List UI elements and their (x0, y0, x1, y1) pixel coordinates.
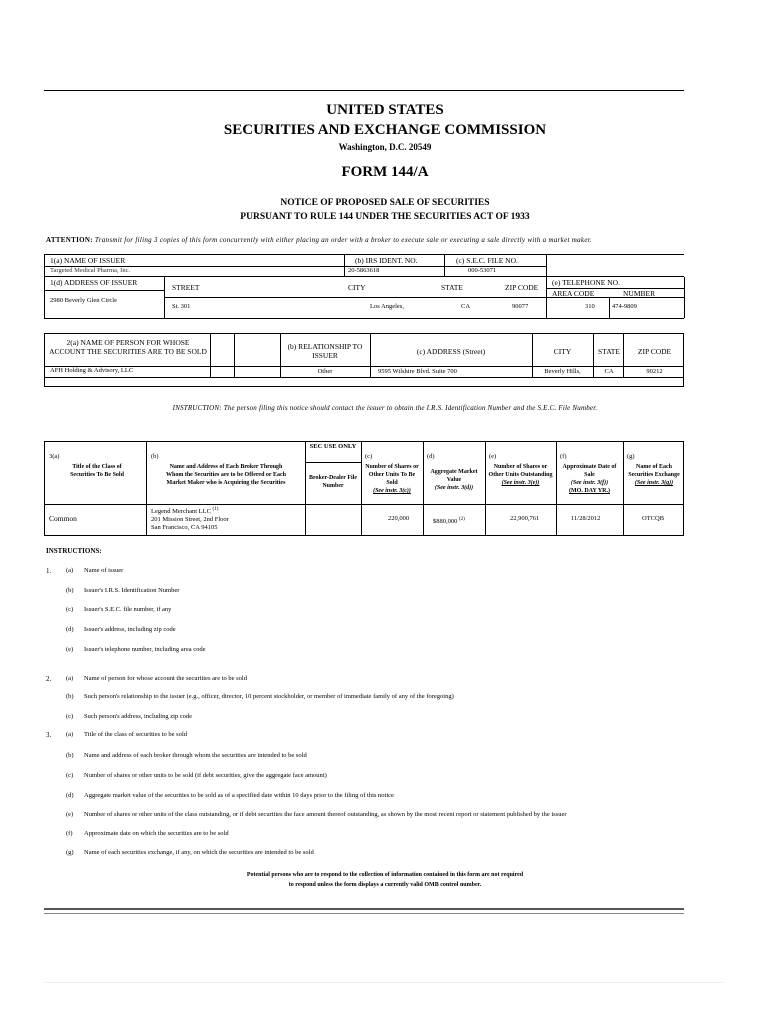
issuer-name-label: 1(a) NAME OF ISSUER (50, 256, 126, 265)
col-c-instr: (See instr. 3(c)) (373, 488, 411, 495)
col-b-header: Name and Address of Each Broker Through Whom the Securities are to be Offered or Each Market Maker who is Acquiring the Securities (166, 464, 286, 487)
address-row-rule (164, 297, 684, 298)
state-value: CA (461, 303, 471, 310)
street-divider (164, 276, 165, 318)
instruction-text: Number of shares or other units of the class outstanding, or if debt securities the face amount thereof outstanding, as shown by the most recent report or statement published by the issuer (84, 811, 567, 818)
instruction-number: 2. (46, 675, 52, 683)
area-code-value: 310 (585, 303, 595, 310)
col-d-tag: (d) (427, 453, 435, 460)
city-value: Los Angeles, (370, 303, 404, 310)
instruction-text: Issuer's I.R.S. Identification Number (84, 587, 180, 594)
instruction-letter: (b) (66, 587, 74, 594)
col-bd-header: Broker-Dealer File Number (308, 475, 358, 490)
seller-zip-value: 90212 (646, 368, 663, 375)
sec-file-label: (c) S.E.C. FILE NO. (456, 256, 518, 265)
col-c-tag: (c) (365, 453, 373, 460)
col-g-header (625, 463, 683, 487)
agency-location: Washington, D.C. 20549 (338, 142, 432, 152)
col-divider (146, 441, 147, 536)
instruction-text: Approximate date on which the securities are to be sold (84, 830, 229, 837)
instruction-letter: (c) (66, 606, 74, 613)
col-f-header (558, 463, 621, 495)
instructions-heading: INSTRUCTIONS: (46, 547, 102, 555)
seller-address-value: 9595 Wilshire Blvd. Suite 700 (378, 368, 457, 375)
issuer-address-label: 1(d) ADDRESS OF ISSUER (50, 278, 138, 287)
col-g-title: Name of Each Securities Exchange (628, 464, 680, 479)
shares-value: 220,000 (388, 515, 410, 522)
footer-line-2: to respond unless the form displays a currently valid OMB control number. (288, 882, 482, 888)
area-code-label: AREA CODE (552, 289, 595, 298)
instruction-line: INSTRUCTION: The person filing this notice should contact the issuer to obtain the I.R.S. Identification Number and the S.E.C. File Number. (172, 404, 598, 412)
market-value: $880,000 (433, 518, 458, 526)
section2-divider (370, 333, 371, 377)
broker-footnote: (1) (212, 507, 219, 512)
broker-street: 201 Mission Street, 2nd Floor (151, 516, 229, 524)
phone-number-value: 474-9809 (612, 303, 637, 310)
instruction-text: Name of issuer (84, 567, 124, 574)
sale-date-value: 11/28/2012 (571, 515, 601, 522)
section1-top-rule (44, 254, 684, 255)
city-label: CITY (348, 283, 366, 292)
instruction-text: Issuer's address, including zip code (84, 626, 176, 633)
relationship-value: Other (317, 368, 333, 375)
agency-line-2: SECURITIES AND EXCHANGE COMMISSION (223, 122, 547, 138)
section1-left-border (44, 254, 45, 318)
instruction-text: Name and address of each broker through whom the securities are intended to be sold (84, 752, 307, 759)
section2-divider (234, 333, 235, 377)
col-f-instr: (See instr. 3(f)) (570, 480, 609, 487)
number-label: NUMBER (623, 289, 656, 298)
instruction-letter: (g) (66, 849, 74, 856)
col-e-tag: (e) (489, 453, 497, 460)
footer-line-1: Potential persons who are to respond to the collection of information contained in this form are not required (246, 872, 524, 878)
zip-value: 90077 (512, 303, 529, 310)
area-divider (609, 297, 610, 318)
instruction-text: Title of the class of securities to be sold (84, 731, 188, 738)
instruction-text: Such person's relationship to the issuer (e.g., officer, director, 10 percent stockholder, or member of immediate family of any of the foregoing) (84, 693, 454, 700)
seller-state-value: CA (604, 368, 614, 375)
seller-state-label: STATE (598, 347, 620, 356)
section2-divider (280, 333, 281, 377)
broker-city: San Francisco, CA 94105 (151, 524, 218, 532)
col-e-instr: (See instr. 3(e)) (501, 480, 540, 487)
section2-row-rule (44, 366, 684, 367)
street-value: 2980 Beverly Glen Circle (50, 297, 117, 304)
bottom-rule (44, 908, 684, 910)
notice-line-2: PURSUANT TO RULE 144 UNDER THE SECURITIES ACT OF 1933 (240, 212, 530, 222)
sec-use-rule (305, 462, 361, 463)
section1-divider (344, 254, 345, 276)
col-d-title: Aggregate Market Value (430, 469, 478, 484)
instruction-letter: (a) (66, 567, 74, 574)
col-d-instr: (See instr. 3(d)) (434, 485, 474, 492)
col-e-header (487, 463, 554, 487)
col-divider (485, 441, 486, 536)
instruction-text: Such person's address, including zip code (84, 713, 193, 720)
form-title: FORM 144/A (341, 164, 429, 180)
instruction-letter: (e) (66, 646, 74, 653)
col-divider (556, 441, 557, 536)
col-divider (361, 441, 362, 536)
relationship-label: (b) RELATIONSHIP TO ISSUER (287, 342, 363, 360)
market-value-cell (433, 517, 465, 526)
section2-row-rule (44, 377, 684, 378)
street-label: STREET (172, 283, 200, 292)
section1-bottom-rule (44, 318, 684, 319)
col-divider (623, 441, 624, 536)
section2-divider (210, 333, 211, 377)
col-a-tag: 3(a) (49, 453, 60, 460)
instruction-number: 3. (46, 731, 52, 739)
seller-name-label: 2(a) NAME OF PERSON FOR WHOSE ACCOUNT THE SECURITIES ARE TO BE SOLD (49, 338, 207, 356)
sec-use-only-label: SEC USE ONLY (309, 443, 357, 450)
instruction-letter: (c) (66, 713, 74, 720)
page-end-rule (44, 982, 724, 983)
instruction-letter: (b) (66, 693, 74, 700)
state-label: STATE (441, 283, 463, 292)
instruction-text: Name of person for whose account the securities are to be sold (84, 675, 247, 682)
attention-note (46, 236, 706, 244)
exchange-value: OTCQB (642, 515, 665, 522)
suite-value: St. 301 (172, 303, 191, 310)
irs-value: 20-5863618 (348, 267, 380, 274)
instruction-letter: (d) (66, 626, 74, 633)
seller-address-label: (c) ADDRESS (Street) (416, 347, 486, 356)
col-g-tag: (g) (627, 453, 635, 460)
instruction-text: Issuer's S.E.C. file number, if any (84, 606, 172, 613)
securities-header-rule (44, 504, 684, 505)
section1-row-rule (44, 276, 684, 277)
col-g-instr: (See instr. 3(g)) (634, 480, 674, 487)
instruction-letter: (d) (66, 792, 74, 799)
section2-divider (593, 333, 594, 377)
phone-label: (e) TELEPHONE NO. (552, 278, 620, 287)
section2-divider (532, 333, 533, 377)
bottom-rule-thin (44, 913, 684, 914)
instruction-letter: (c) (66, 772, 74, 779)
col-f-instr2: (MO. DAY YR.) (569, 488, 610, 495)
section1-divider (546, 254, 547, 276)
instruction-letter: (e) (66, 811, 74, 818)
instruction-text: Aggregate market value of the securities to be sold as of a specified date within 10 days prior to the filing of this notice (84, 792, 394, 799)
irs-label: (b) IRS IDENT. NO. (355, 256, 418, 265)
col-a-header: Title of the Class of Securities To Be Sold (70, 464, 124, 479)
seller-name-value: AFH Holding & Advisory, LLC (50, 367, 134, 374)
broker-cell (151, 507, 229, 533)
address-sub-rule (44, 290, 164, 291)
instruction-letter: (f) (66, 830, 73, 837)
instruction-letter: (a) (66, 731, 74, 738)
attention-text: Transmit for filing 3 copies of this form concurrently with either placing an order with a broker to execute sale or executing a sale directly with a market maker. (94, 236, 593, 244)
instruction-letter: (a) (66, 675, 74, 682)
instruction-letter: (b) (66, 752, 74, 759)
instruction-text: Number of shares or other units to be sold (if debt securities, give the aggregate face amount) (84, 772, 327, 779)
instruction-number: 1. (46, 567, 52, 575)
notice-line-1: NOTICE OF PROPOSED SALE OF SECURITIES (280, 198, 490, 208)
col-b-tag: (b) (151, 453, 159, 460)
zip-label: ZIP CODE (505, 283, 539, 292)
col-f-title: Approximate Date of Sale (562, 464, 617, 479)
col-c-header (363, 463, 421, 495)
sec-file-value: 000-53071 (468, 267, 497, 274)
top-rule (44, 90, 684, 91)
agency-line-1: UNITED STATES (326, 102, 444, 118)
section2-divider (623, 333, 624, 377)
outstanding-value: 22,900,761 (510, 515, 540, 522)
broker-name: Legend Merchant LLC (151, 508, 211, 516)
issuer-name-value: Targeted Medical Pharma, Inc. (50, 267, 131, 274)
col-f-tag: (f) (560, 453, 567, 460)
section1-divider (444, 254, 445, 276)
seller-city-value: Beverly Hills, (544, 368, 581, 375)
section1-right-border (684, 277, 685, 318)
market-value-footnote: (2) (459, 517, 465, 522)
col-divider (423, 441, 424, 536)
col-e-title: Number of Shares or Other Units Outstanding (488, 464, 553, 479)
col-c-title: Number of Shares or Other Units To Be Sold (365, 464, 419, 487)
seller-city-label: CITY (553, 347, 572, 356)
col-d-header (425, 468, 483, 492)
attention-label: ATTENTION: (46, 236, 93, 244)
col-divider (305, 441, 306, 536)
instruction-text: Issuer's telephone number, including area code (84, 646, 206, 653)
security-class-value: Common (49, 514, 77, 523)
instruction-text: Name of each securities exchange, if any, on which the securities are intended to be sold (84, 849, 314, 856)
seller-zip-label: ZIP CODE (637, 347, 672, 356)
